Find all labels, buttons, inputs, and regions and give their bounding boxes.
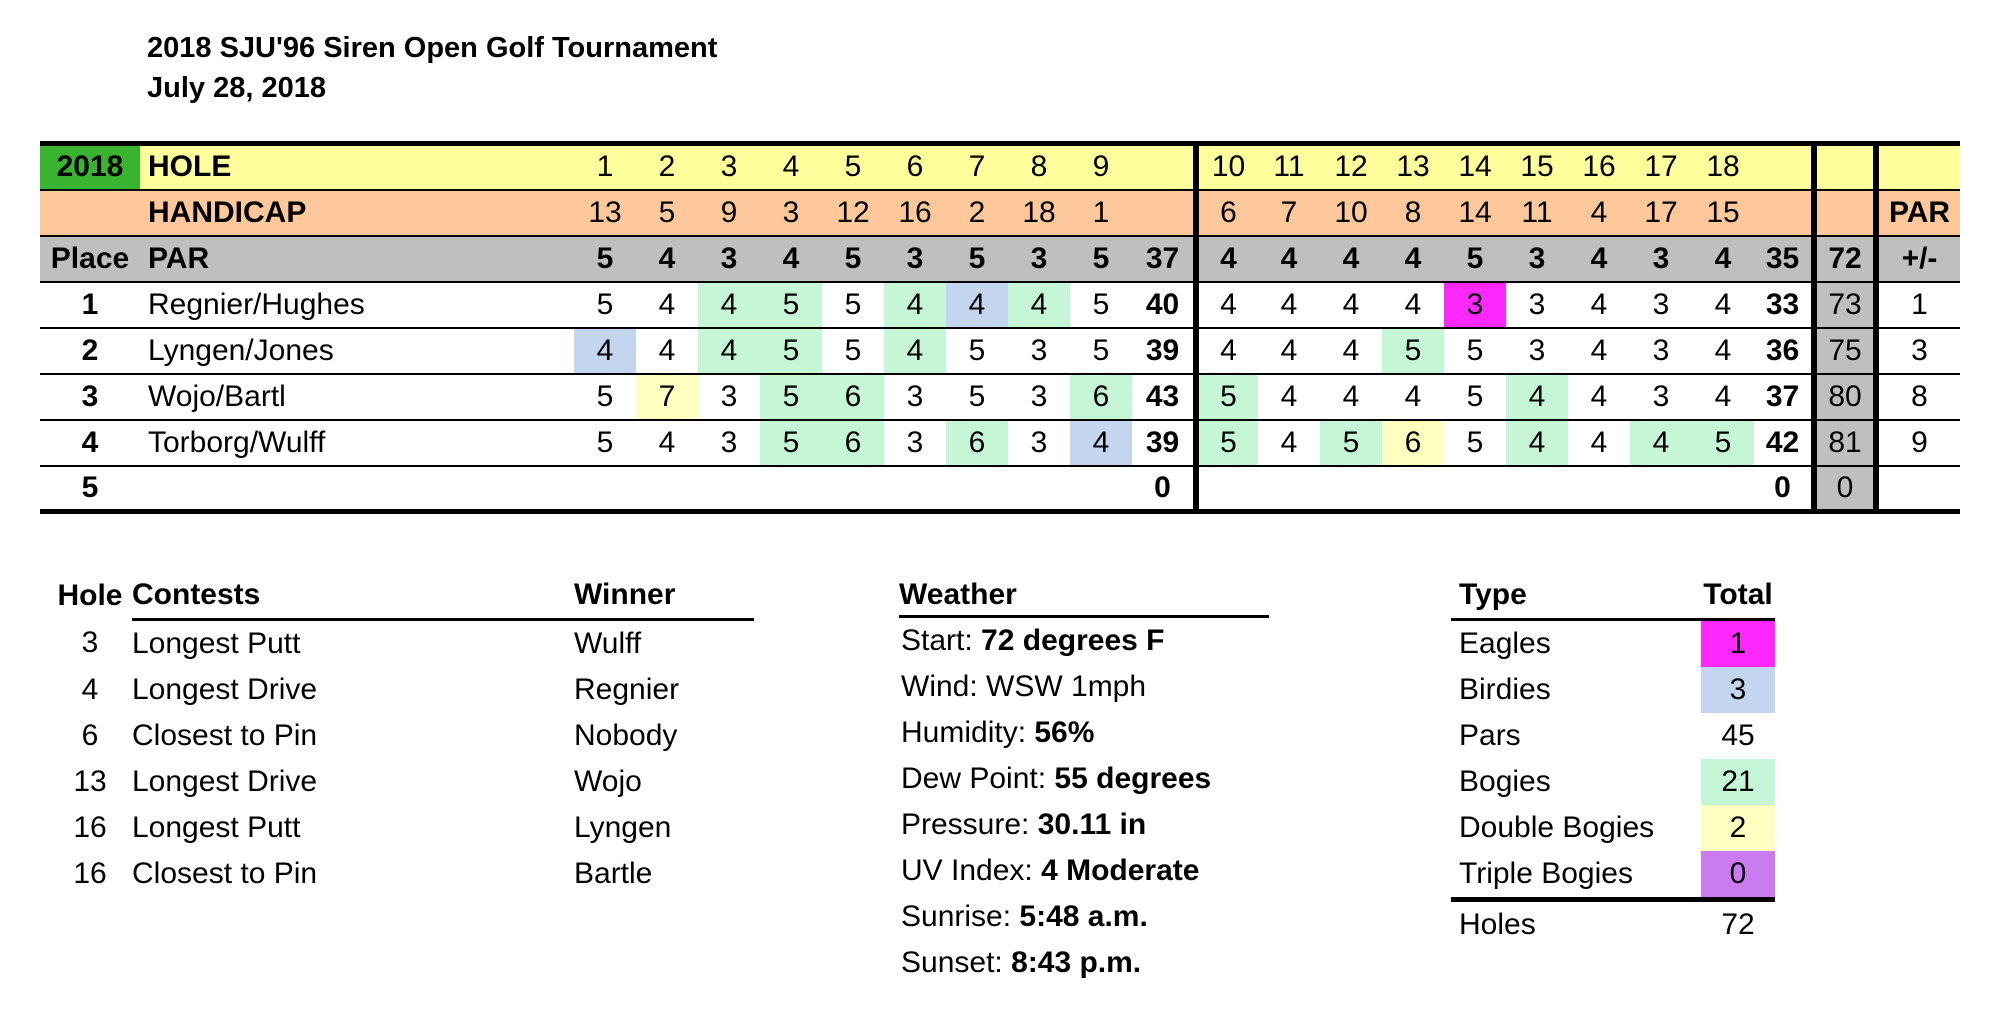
totals-type-header: Type — [1451, 572, 1701, 620]
hole-score: 3 — [1630, 282, 1692, 328]
hole-score: 4 — [1692, 374, 1754, 420]
contest-winner: Wulff — [574, 627, 642, 660]
contest-name: Closest to Pin — [132, 857, 318, 890]
weather-section — [899, 572, 1269, 986]
weather-label: Start: — [901, 624, 973, 657]
handicap-value: 14 — [1444, 190, 1506, 236]
plus-minus-label: +/- — [1876, 236, 1960, 282]
hole-score: 3 — [698, 420, 760, 466]
contest-row — [48, 759, 754, 805]
hole-score: 4 — [884, 328, 946, 374]
team-place: 3 — [40, 374, 140, 420]
handicap-value: 13 — [574, 190, 636, 236]
hole-score: 3 — [1630, 374, 1692, 420]
hole-score: 4 — [1196, 282, 1258, 328]
out-header — [1132, 144, 1196, 190]
hole-score: 5 — [1444, 328, 1506, 374]
hole-score: 3 — [1444, 282, 1506, 328]
par-value: 4 — [1258, 236, 1320, 282]
total-header — [1814, 144, 1876, 190]
totals-type: Eagles — [1459, 627, 1551, 660]
hole-number: 5 — [822, 144, 884, 190]
hole-score: 4 — [1382, 374, 1444, 420]
par-value: 5 — [946, 236, 1008, 282]
weather-label: Sunset: — [901, 946, 1003, 979]
hole-number: 3 — [698, 144, 760, 190]
in-total: 36 — [1754, 328, 1814, 374]
hole-score — [946, 466, 1008, 512]
totals-count: 21 — [1701, 759, 1775, 805]
handicap-value: 6 — [1196, 190, 1258, 236]
handicap-value: 2 — [946, 190, 1008, 236]
par-value: 3 — [884, 236, 946, 282]
hole-score: 3 — [1008, 420, 1070, 466]
par-out-total: 37 — [1132, 236, 1196, 282]
totals-type: Birdies — [1459, 673, 1551, 706]
weather-value: 4 Moderate — [1041, 854, 1200, 887]
totals-table — [1451, 572, 1775, 948]
totals-count: 45 — [1721, 719, 1755, 752]
scorecard-table — [40, 141, 1960, 514]
hole-score — [1506, 466, 1568, 512]
tournament-date: July 28, 2018 — [147, 72, 326, 104]
team-name — [140, 466, 574, 512]
hole-number: 8 — [1008, 144, 1070, 190]
hole-score: 4 — [1320, 374, 1382, 420]
hole-number: 6 — [884, 144, 946, 190]
place-label: Place — [40, 236, 140, 282]
weather-value: 8:43 p.m. — [1011, 946, 1142, 979]
team-name: Wojo/Bartl — [140, 374, 574, 420]
grand-total: 80 — [1814, 374, 1876, 420]
weather-label: Sunrise: — [901, 900, 1012, 933]
grand-total: 75 — [1814, 328, 1876, 374]
in-total: 33 — [1754, 282, 1814, 328]
hole-score: 3 — [1008, 374, 1070, 420]
totals-row — [1451, 851, 1775, 900]
weather-line — [899, 802, 1269, 848]
handicap-value: 9 — [698, 190, 760, 236]
weather-line — [899, 618, 1269, 664]
out-total: 39 — [1132, 328, 1196, 374]
out-blank — [1132, 190, 1196, 236]
totals-row — [1451, 805, 1775, 851]
totals-holes-row — [1451, 900, 1775, 949]
hole-score: 5 — [574, 420, 636, 466]
page-header — [147, 28, 717, 108]
contest-hole: 16 — [73, 857, 107, 890]
in-total: 42 — [1754, 420, 1814, 466]
hole-score: 4 — [884, 282, 946, 328]
hole-score: 4 — [1258, 420, 1320, 466]
contest-winner: Nobody — [574, 719, 678, 752]
hole-score: 4 — [636, 420, 698, 466]
hole-score: 3 — [698, 374, 760, 420]
totals-holes-count: 72 — [1721, 908, 1755, 941]
weather-value: 30.11 in — [1037, 808, 1147, 841]
totals-row — [1451, 713, 1775, 759]
grand-total: 0 — [1814, 466, 1876, 512]
par-value: 5 — [574, 236, 636, 282]
handicap-value: 5 — [636, 190, 698, 236]
hole-score: 5 — [1196, 420, 1258, 466]
team-row — [40, 466, 1960, 512]
hole-score: 6 — [822, 420, 884, 466]
hole-number: 2 — [636, 144, 698, 190]
total-blank — [1814, 190, 1876, 236]
totals-type: Triple Bogies — [1451, 851, 1701, 900]
contest-name: Longest Putt — [132, 627, 301, 660]
hole-number: 17 — [1630, 144, 1692, 190]
hole-score: 4 — [1568, 282, 1630, 328]
contest-winner: Bartle — [574, 857, 653, 890]
handicap-row — [40, 190, 1960, 236]
par-value: 4 — [760, 236, 822, 282]
handicap-value: 4 — [1568, 190, 1630, 236]
par-value: 4 — [1692, 236, 1754, 282]
weather-line — [899, 848, 1269, 894]
totals-count: 1 — [1701, 620, 1775, 668]
hole-score: 4 — [1568, 420, 1630, 466]
weather-label: Wind: — [901, 670, 978, 703]
contest-row — [48, 667, 754, 713]
contest-name: Longest Drive — [132, 673, 318, 706]
handicap-value: 7 — [1258, 190, 1320, 236]
hole-score: 4 — [1070, 420, 1132, 466]
hole-number: 7 — [946, 144, 1008, 190]
team-row — [40, 420, 1960, 466]
hole-score: 5 — [946, 328, 1008, 374]
team-row — [40, 328, 1960, 374]
weather-label: UV Index: — [901, 854, 1033, 887]
weather-value: 5:48 a.m. — [1019, 900, 1148, 933]
par-value: 4 — [1568, 236, 1630, 282]
in-total: 0 — [1754, 466, 1814, 512]
contests-table — [48, 572, 754, 897]
hole-score: 3 — [1630, 328, 1692, 374]
hole-score: 6 — [946, 420, 1008, 466]
hole-score — [1382, 466, 1444, 512]
hole-score: 5 — [822, 282, 884, 328]
weather-line — [899, 940, 1269, 986]
handicap-value: 16 — [884, 190, 946, 236]
hole-score: 4 — [698, 282, 760, 328]
hole-number: 12 — [1320, 144, 1382, 190]
hole-number: 9 — [1070, 144, 1132, 190]
weather-line — [899, 894, 1269, 940]
hole-score: 4 — [698, 328, 760, 374]
out-total: 40 — [1132, 282, 1196, 328]
contest-row — [48, 620, 754, 668]
par-header: PAR — [1876, 190, 1960, 236]
hole-score: 5 — [760, 328, 822, 374]
hole-score: 4 — [1196, 328, 1258, 374]
par-value: 4 — [1320, 236, 1382, 282]
hole-score: 7 — [636, 374, 698, 420]
year-cell: 2018 — [40, 144, 140, 190]
hole-score: 4 — [636, 282, 698, 328]
plus-minus — [1876, 466, 1960, 512]
contest-hole: 4 — [81, 673, 99, 706]
contest-row — [48, 851, 754, 897]
hole-score: 5 — [1070, 282, 1132, 328]
handicap-value: 8 — [1382, 190, 1444, 236]
par-value: 3 — [698, 236, 760, 282]
hole-number: 11 — [1258, 144, 1320, 190]
hole-score: 4 — [574, 328, 636, 374]
hole-score: 3 — [1008, 328, 1070, 374]
hole-score: 5 — [1196, 374, 1258, 420]
in-total: 37 — [1754, 374, 1814, 420]
hole-score: 5 — [1444, 374, 1506, 420]
weather-line — [899, 664, 1269, 710]
weather-value: WSW 1mph — [986, 670, 1147, 703]
hole-score: 4 — [1320, 282, 1382, 328]
par-in-total: 35 — [1754, 236, 1814, 282]
hole-score: 4 — [1630, 420, 1692, 466]
handicap-value: 18 — [1008, 190, 1070, 236]
totals-count: 2 — [1701, 805, 1775, 851]
par-value: 4 — [636, 236, 698, 282]
handicap-value: 15 — [1692, 190, 1754, 236]
hole-score: 5 — [1382, 328, 1444, 374]
team-place: 1 — [40, 282, 140, 328]
contest-hole: 3 — [81, 626, 99, 660]
contest-row — [48, 805, 754, 851]
par-value: 3 — [1506, 236, 1568, 282]
contest-hole: 13 — [73, 765, 107, 798]
hole-score: 4 — [1258, 282, 1320, 328]
handicap-value: 10 — [1320, 190, 1382, 236]
contests-hole-header: Hole — [57, 578, 123, 612]
par-value: 5 — [1444, 236, 1506, 282]
hole-score: 4 — [636, 328, 698, 374]
hole-score: 5 — [760, 282, 822, 328]
hole-score: 5 — [1444, 420, 1506, 466]
weather-value: 55 degrees — [1054, 762, 1212, 795]
hole-number: 18 — [1692, 144, 1754, 190]
team-place: 5 — [40, 466, 140, 512]
par-row — [40, 236, 1960, 282]
out-total: 39 — [1132, 420, 1196, 466]
hole-score: 5 — [1692, 420, 1754, 466]
totals-count: 0 — [1701, 851, 1775, 900]
hole-score: 6 — [822, 374, 884, 420]
hole-score: 4 — [946, 282, 1008, 328]
hole-score — [636, 466, 698, 512]
hole-score: 6 — [1070, 374, 1132, 420]
handicap-value: 3 — [760, 190, 822, 236]
hole-score: 4 — [1506, 420, 1568, 466]
par-value: 5 — [1070, 236, 1132, 282]
grand-total: 81 — [1814, 420, 1876, 466]
totals-header-row — [1451, 572, 1775, 620]
hole-label: HOLE — [140, 144, 574, 190]
par-value: 3 — [1630, 236, 1692, 282]
hole-number: 4 — [760, 144, 822, 190]
hole-score: 4 — [1568, 328, 1630, 374]
hole-score: 3 — [1506, 328, 1568, 374]
hole-score: 4 — [1008, 282, 1070, 328]
hole-score: 5 — [574, 282, 636, 328]
in-header — [1754, 144, 1814, 190]
grand-total: 73 — [1814, 282, 1876, 328]
hole-score — [1258, 466, 1320, 512]
hole-number: 1 — [574, 144, 636, 190]
hole-score — [760, 466, 822, 512]
handicap-value: 12 — [822, 190, 884, 236]
contests-contest-header: Contests — [132, 572, 574, 620]
diff-header — [1876, 144, 1960, 190]
handicap-label: HANDICAP — [140, 190, 574, 236]
weather-label: Pressure: — [901, 808, 1030, 841]
hole-number: 13 — [1382, 144, 1444, 190]
hole-score: 4 — [1258, 374, 1320, 420]
hole-score: 4 — [1692, 282, 1754, 328]
out-total: 43 — [1132, 374, 1196, 420]
hole-score: 5 — [760, 374, 822, 420]
par-label: PAR — [140, 236, 574, 282]
team-place: 4 — [40, 420, 140, 466]
hole-score — [1320, 466, 1382, 512]
totals-row — [1451, 667, 1775, 713]
hole-score — [1568, 466, 1630, 512]
hole-score: 6 — [1382, 420, 1444, 466]
hole-score: 3 — [884, 420, 946, 466]
plus-minus: 8 — [1876, 374, 1960, 420]
totals-holes-label: Holes — [1459, 908, 1536, 941]
team-name: Regnier/Hughes — [140, 282, 574, 328]
totals-count: 3 — [1701, 667, 1775, 713]
hole-score: 4 — [1568, 374, 1630, 420]
weather-value: 72 degrees F — [981, 624, 1165, 657]
hole-score — [1070, 466, 1132, 512]
totals-type: Double Bogies — [1459, 811, 1655, 844]
hole-score — [1196, 466, 1258, 512]
place-blank — [40, 190, 140, 236]
hole-score: 5 — [1070, 328, 1132, 374]
totals-row — [1451, 620, 1775, 668]
hole-score — [574, 466, 636, 512]
par-value: 4 — [1196, 236, 1258, 282]
weather-label: Dew Point: — [901, 762, 1047, 795]
hole-score — [1444, 466, 1506, 512]
hole-score: 5 — [822, 328, 884, 374]
plus-minus: 9 — [1876, 420, 1960, 466]
contests-header-row — [48, 572, 754, 620]
hole-score: 3 — [884, 374, 946, 420]
handicap-value: 11 — [1506, 190, 1568, 236]
contest-winner: Wojo — [574, 765, 642, 798]
hole-score — [1692, 466, 1754, 512]
weather-value: 56% — [1034, 716, 1095, 749]
hole-score — [884, 466, 946, 512]
par-grand-total: 72 — [1814, 236, 1876, 282]
hole-score: 4 — [1382, 282, 1444, 328]
handicap-value: 1 — [1070, 190, 1132, 236]
hole-score: 4 — [1506, 374, 1568, 420]
totals-type: Pars — [1459, 719, 1521, 752]
hole-score — [1008, 466, 1070, 512]
par-value: 3 — [1008, 236, 1070, 282]
tournament-title: 2018 SJU'96 Siren Open Golf Tournament — [147, 32, 718, 64]
contest-row — [48, 713, 754, 759]
hole-score: 4 — [1258, 328, 1320, 374]
hole-score: 5 — [1320, 420, 1382, 466]
contest-winner: Regnier — [574, 673, 680, 706]
hole-row — [40, 144, 1960, 190]
totals-type: Bogies — [1459, 765, 1551, 798]
contest-hole: 6 — [81, 719, 99, 752]
hole-score — [698, 466, 760, 512]
team-name: Lyngen/Jones — [140, 328, 574, 374]
team-row — [40, 282, 1960, 328]
par-value: 5 — [822, 236, 884, 282]
hole-number: 14 — [1444, 144, 1506, 190]
contest-name: Longest Putt — [132, 811, 301, 844]
handicap-value: 17 — [1630, 190, 1692, 236]
totals-total-header: Total — [1701, 572, 1775, 620]
plus-minus: 1 — [1876, 282, 1960, 328]
hole-score: 5 — [574, 374, 636, 420]
hole-score: 5 — [760, 420, 822, 466]
hole-number: 16 — [1568, 144, 1630, 190]
hole-score: 4 — [1320, 328, 1382, 374]
contest-name: Longest Drive — [132, 765, 318, 798]
totals-row — [1451, 759, 1775, 805]
weather-line — [899, 756, 1269, 802]
team-row — [40, 374, 1960, 420]
team-place: 2 — [40, 328, 140, 374]
contest-hole: 16 — [73, 811, 107, 844]
weather-header: Weather — [899, 572, 1269, 618]
hole-score: 4 — [1692, 328, 1754, 374]
hole-score — [1630, 466, 1692, 512]
weather-label: Humidity: — [901, 716, 1027, 749]
hole-score: 3 — [1506, 282, 1568, 328]
hole-score: 5 — [946, 374, 1008, 420]
par-value: 4 — [1382, 236, 1444, 282]
contest-name: Closest to Pin — [132, 719, 318, 752]
in-blank — [1754, 190, 1814, 236]
hole-number: 10 — [1196, 144, 1258, 190]
hole-number: 15 — [1506, 144, 1568, 190]
out-total: 0 — [1132, 466, 1196, 512]
hole-score — [822, 466, 884, 512]
team-name: Torborg/Wulff — [140, 420, 574, 466]
weather-line — [899, 710, 1269, 756]
contest-winner: Lyngen — [574, 811, 672, 844]
plus-minus: 3 — [1876, 328, 1960, 374]
contests-winner-header: Winner — [574, 572, 754, 620]
